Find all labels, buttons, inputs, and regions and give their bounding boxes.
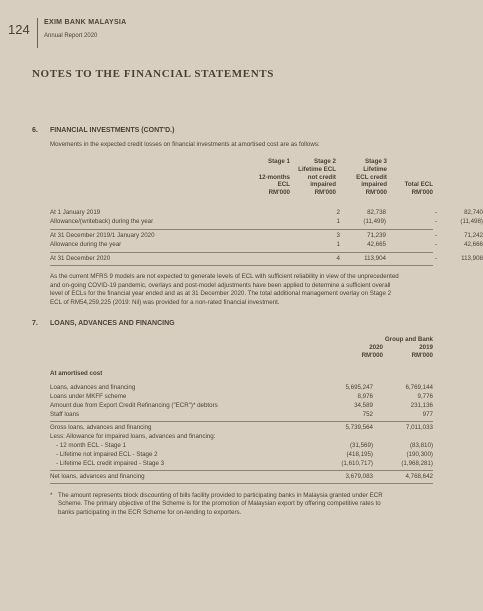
- section-6-title: FINANCIAL INVESTMENTS (CONT'D.): [50, 127, 175, 134]
- report-title: Annual Report 2020: [44, 33, 98, 39]
- table-row: - Lifetime not impaired ECL - Stage 2 (418,195) (190,300): [56, 451, 433, 458]
- divider: [50, 483, 433, 484]
- section-6-note: As the current MFRS 9 models are not expected to generate levels of ECL with sufficient reliability in view of the unprecedented and on-going COVID-19 pandemic, overlays and post-model adjustments have been applied to determine a sufficient overall level of ECLs for the financial year ended and as at 31 December 2020. The total additional management overlay on Stage 2 ECL of RM54,259,225 (2019: Nil) was provided for a non-rated financial investment.: [50, 273, 399, 306]
- amortised-cost-heading: At amortised cost: [50, 370, 103, 377]
- col-header-stage1: Stage 1 12-months ECL RM'000: [258, 158, 290, 197]
- notes-title: NOTES TO THE FINANCIAL STATEMENTS: [32, 68, 274, 80]
- table-row: - Lifetime ECL credit impaired - Stage 3 (1,610,717) (1,968,281): [56, 460, 433, 467]
- col-header-stage3: Stage 3 Lifetime ECL credit impaired RM'000: [356, 158, 387, 197]
- table-row: Amount due from Export Credit Refinancing ("ECR")* debtors 34,589 231,136: [50, 402, 433, 409]
- footnote-mark: *: [50, 492, 53, 499]
- year-2019-header: 2019 RM'000: [411, 344, 433, 359]
- table-row: Staff loans 752 977: [50, 411, 433, 418]
- page-number: 124: [8, 22, 30, 37]
- footnote: The amount represents block discounting of bills facility provided to participating banks in Malaysia granted under ECR Scheme. The primary objective of the Scheme is for the promotion of Malaysian export by offering competitive rates to banks participating in the ECR Scheme for on-lending to exporters.: [58, 492, 383, 516]
- table-row: At 31 December 2020 4 113,904 - 113,908: [50, 255, 483, 262]
- table-row: Allowance during the year 1 42,665 - 42,666: [50, 241, 483, 248]
- col-header-total: Total ECL RM'000: [404, 181, 433, 197]
- divider: [50, 229, 433, 230]
- section-7-title: LOANS, ADVANCES AND FINANCING: [50, 320, 175, 327]
- table-row: Loans, advances and financing 5,695,247 6,769,144: [50, 384, 433, 391]
- group-and-bank-header: Group and Bank: [384, 336, 433, 343]
- table-row: Allowance/(writeback) during the year 1 (11,499) - (11,498): [50, 218, 483, 225]
- header-divider: [37, 18, 38, 48]
- divider: [50, 421, 433, 422]
- divider: [50, 252, 433, 253]
- section-6-number: 6.: [32, 127, 38, 134]
- table-row: Gross loans, advances and financing 5,739,564 7,011,033: [50, 424, 433, 431]
- table-row: Less: Allowance for impaired loans, advances and financing:: [50, 433, 216, 440]
- bank-name: EXIM BANK MALAYSIA: [44, 19, 127, 26]
- table-row: Net loans, advances and financing 3,679,083 4,768,642: [50, 473, 433, 480]
- section-7-number: 7.: [32, 320, 38, 327]
- divider: [50, 470, 433, 471]
- table-row: - 12 month ECL - Stage 1 (31,569) (83,810): [56, 442, 433, 449]
- table-row: Loans under MKFF scheme 8,976 9,776: [50, 393, 433, 400]
- year-2020-header: 2020 RM'000: [361, 344, 383, 359]
- section-6-intro: Movements in the expected credit losses on financial investments at amortised cost are as follows:: [50, 141, 320, 148]
- table-row: At 31 December 2019/1 January 2020 3 71,239 - 71,242: [50, 232, 483, 239]
- divider: [50, 265, 433, 266]
- col-header-stage2: Stage 2 Lifetime ECL not credit impaired RM'000: [298, 158, 336, 197]
- table-row: At 1 January 2019 2 82,738 - 82,740: [50, 209, 483, 216]
